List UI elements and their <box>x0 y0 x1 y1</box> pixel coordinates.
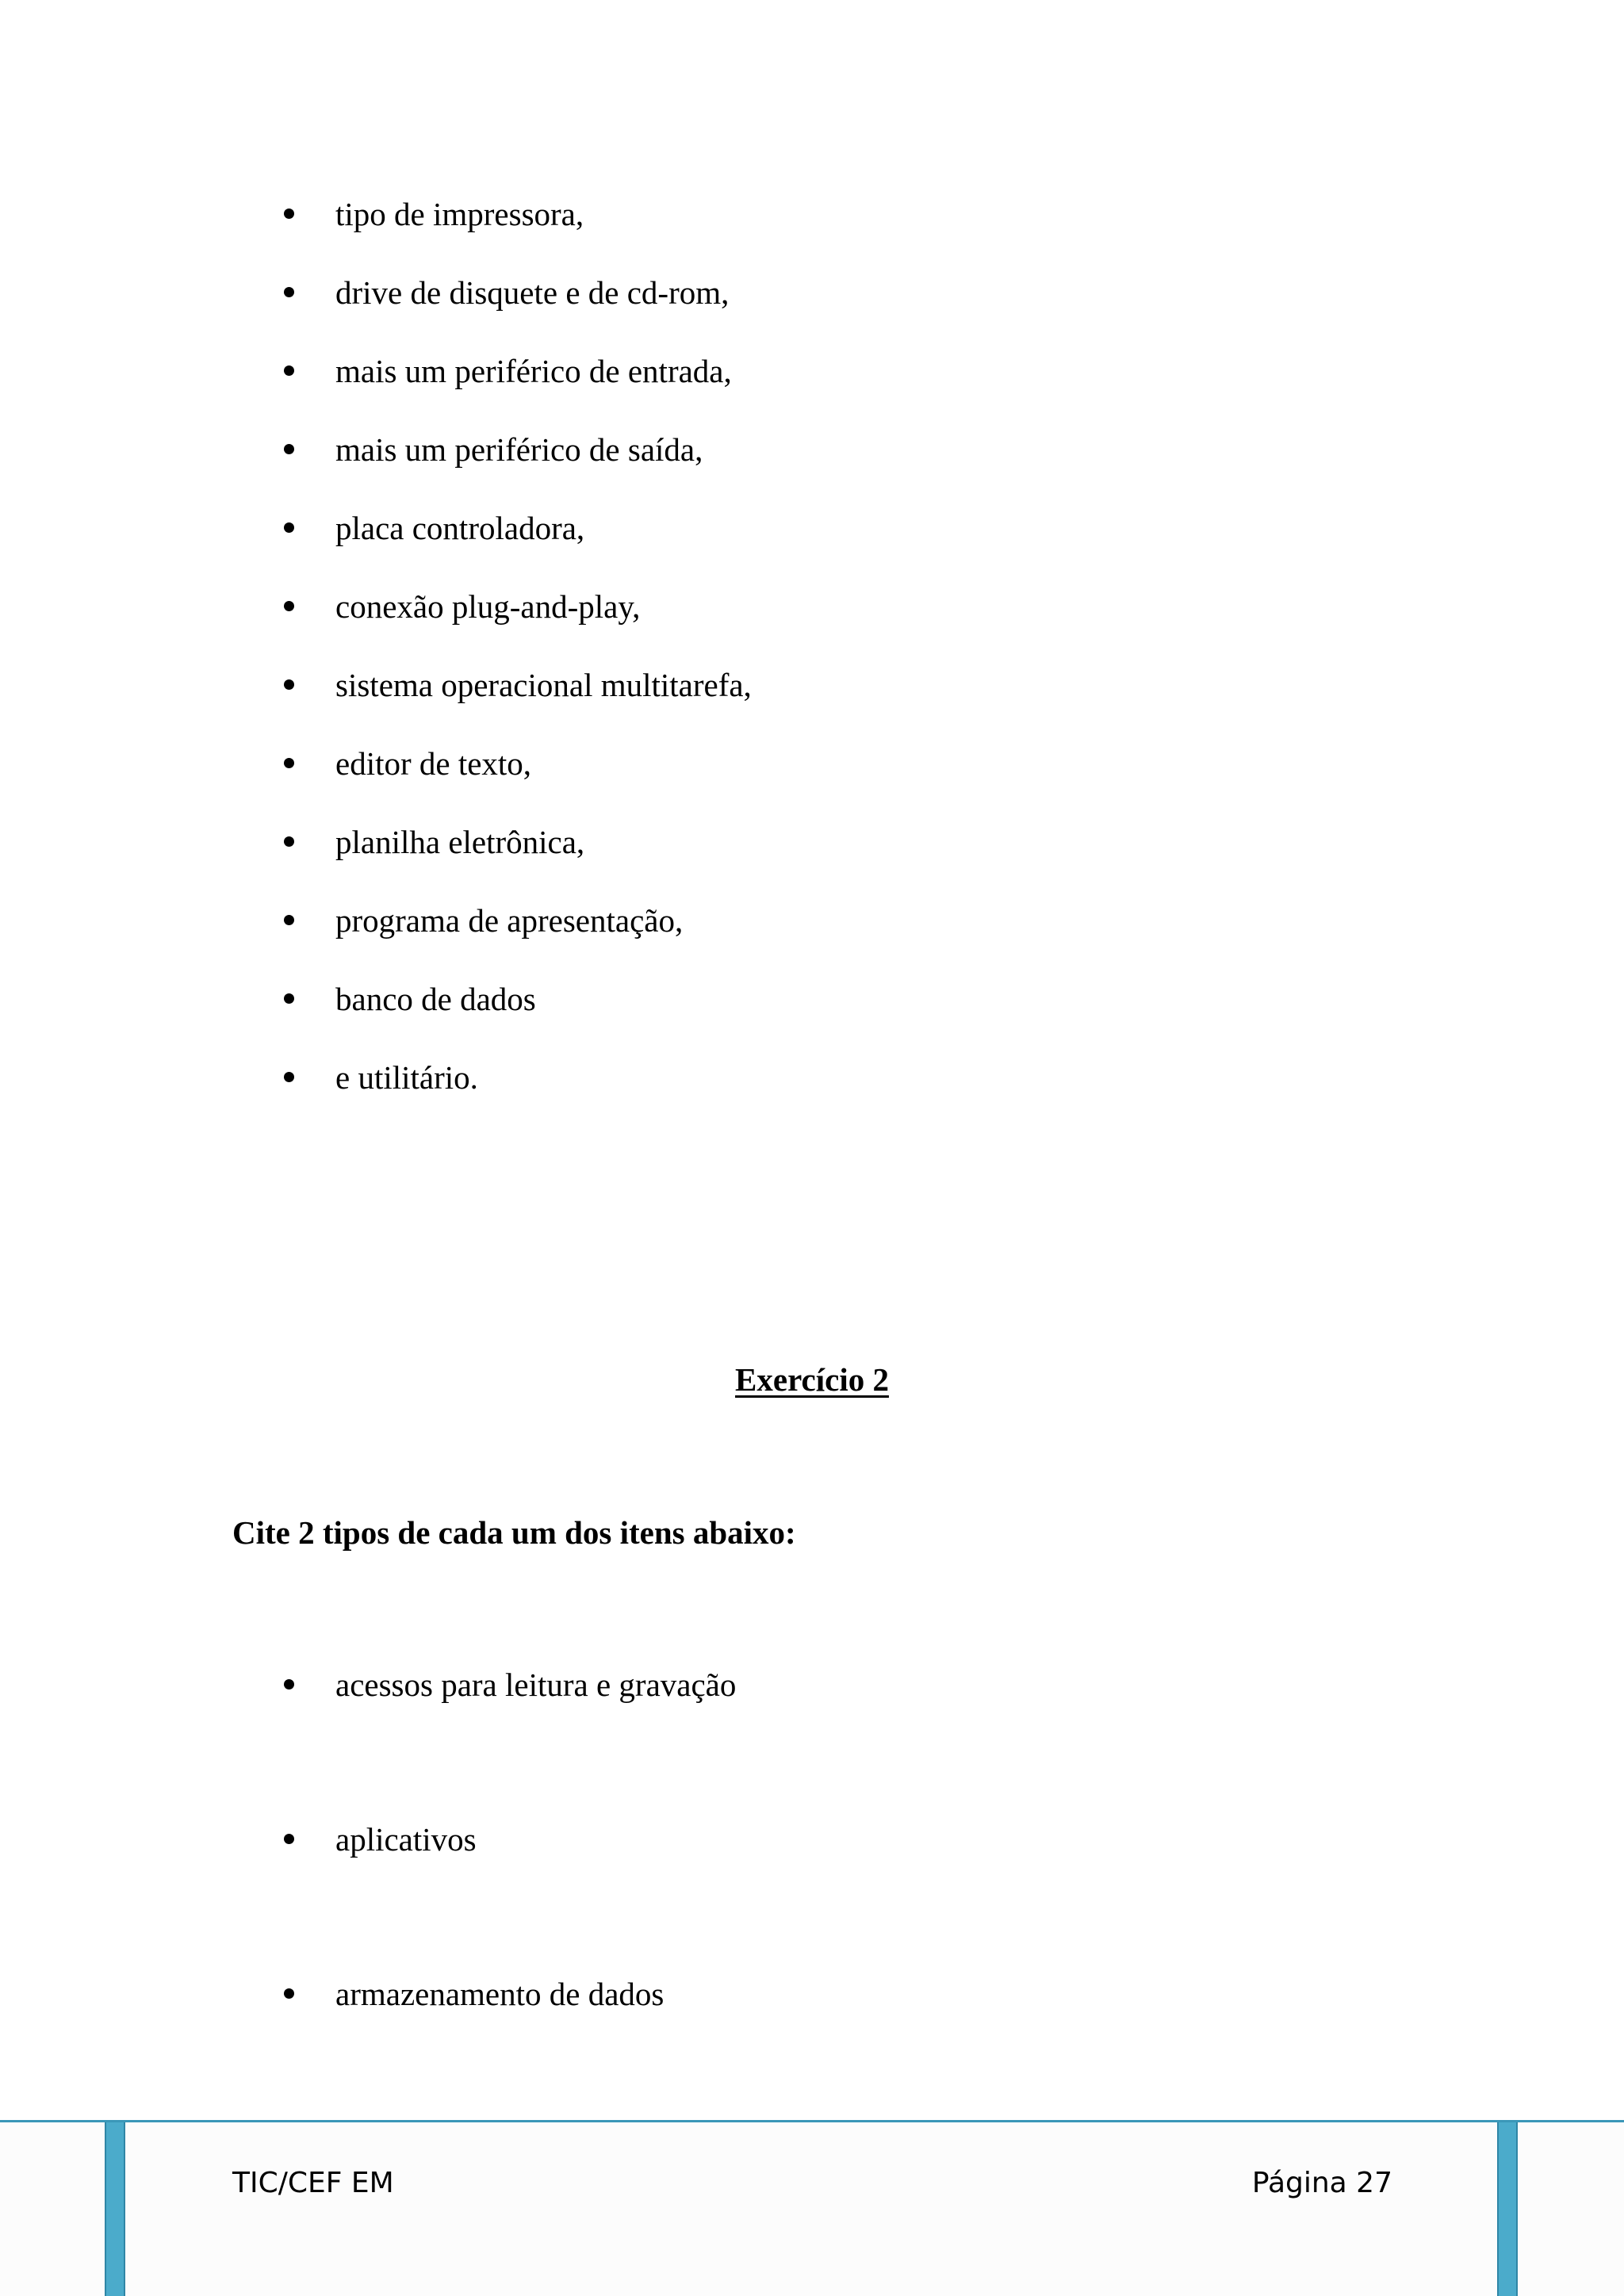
bullet-icon <box>284 1679 294 1689</box>
list-item-text: mais um periférico de saída, <box>335 431 703 468</box>
footer-right-accent-bar <box>1497 2122 1518 2296</box>
bullet-icon <box>284 1988 294 1999</box>
footer-left-accent-bar <box>105 2122 125 2296</box>
list-item-text: banco de dados <box>335 981 536 1017</box>
footer-page-number: Página 27 <box>1251 2167 1392 2199</box>
list-item-text: drive de disquete e de cd-rom, <box>335 274 730 311</box>
list-item-text: programa de apresentação, <box>335 902 684 939</box>
bullet-icon <box>284 287 294 297</box>
bullet-icon <box>284 1834 294 1844</box>
footer-divider <box>0 2120 1624 2122</box>
bullet-icon <box>284 679 294 690</box>
bullet-icon <box>284 522 294 533</box>
exercise-title-text: Exercício 2 <box>735 1361 889 1398</box>
page-footer <box>0 2120 1624 2296</box>
list-item-text: planilha eletrônica, <box>335 824 585 860</box>
bullet-icon <box>284 209 294 219</box>
list-item-text: conexão plug-and-play, <box>335 588 641 625</box>
list-item-text: mais um periférico de entrada, <box>335 353 732 389</box>
bullet-icon <box>284 444 294 454</box>
exercise-title <box>0 1360 1624 1399</box>
bullet-icon <box>284 993 294 1004</box>
footer-document-label: TIC/CEF EM <box>232 2167 394 2199</box>
bullet-icon <box>284 1072 294 1082</box>
bullet-icon <box>284 915 294 925</box>
list-item-text: sistema operacional multitarefa, <box>335 667 752 703</box>
list-item-text: e utilitário. <box>335 1059 478 1096</box>
list-item-text: acessos para leitura e gravação <box>335 1667 737 1703</box>
list-item-text: aplicativos <box>335 1821 477 1858</box>
list-item-text: armazenamento de dados <box>335 1976 665 2012</box>
list-item-text: editor de texto, <box>335 745 532 782</box>
bullet-icon <box>284 365 294 376</box>
list-item-text: placa controladora, <box>335 510 585 546</box>
list-item-text: tipo de impressora, <box>335 196 584 232</box>
exercise-instruction: Cite 2 tipos de cada um dos itens abaixo: <box>232 1514 796 1551</box>
bullet-icon <box>284 836 294 847</box>
bullet-icon <box>284 758 294 768</box>
bullet-icon <box>284 601 294 611</box>
